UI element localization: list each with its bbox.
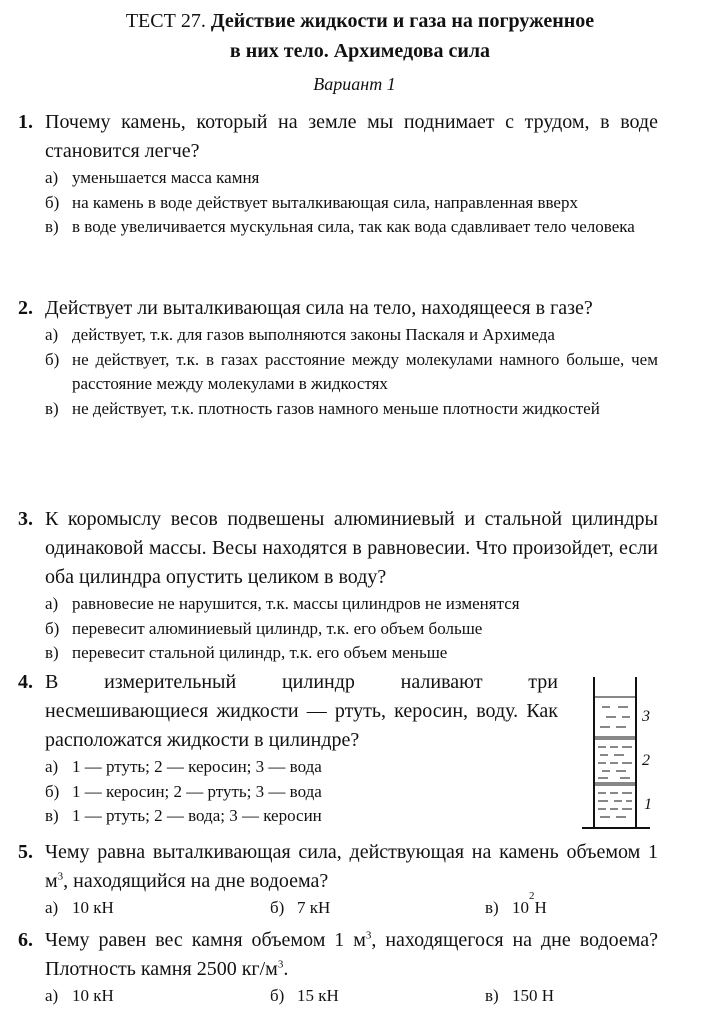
question-number: 3. <box>18 508 33 530</box>
option-b: б) 1 — керосин; 2 — ртуть; 3 — вода <box>45 781 322 801</box>
option-c: в) 1 — ртуть; 2 — вода; 3 — керосин <box>45 806 322 825</box>
question-3 <box>18 505 658 666</box>
options-row <box>45 984 658 1008</box>
title-prefix: ТЕСТ 27. <box>125 10 211 32</box>
page-title <box>40 6 680 66</box>
option-a: а) 10 кН <box>45 898 114 917</box>
layer-label-3: 3 <box>642 708 650 725</box>
question-6 <box>18 926 658 1008</box>
option-b: б) 7 кН <box>270 898 331 917</box>
question-2 <box>18 294 658 421</box>
option-a: а) 10 кН <box>45 986 114 1005</box>
title-line2: в них тело. Архимедова сила <box>229 40 491 62</box>
option-b: б) на камень в воде действует выталкивающая сила, направленная вверх <box>45 192 578 212</box>
question-text: Чему равна выталкивающая сила, действующая на камень объемом 1 $м^3$, находящийся на дне водоема? <box>45 841 658 892</box>
option-b: б) не действует, т.к. в газах расстояние между молекулами намного больше, чем расстояние между молекулами в жидкостях <box>45 349 658 393</box>
option-c: в) 150 Н <box>485 986 555 1005</box>
option-a: а) уменьшается масса камня <box>45 168 260 187</box>
question-4 <box>18 668 558 829</box>
option-c: в) 10 2 Н <box>485 890 547 917</box>
question-number: 6. <box>18 929 33 951</box>
liquid-layer-3 <box>594 697 636 737</box>
options-row <box>45 890 658 920</box>
question-number: 5. <box>18 841 33 863</box>
liquid-layer-2 <box>594 739 636 783</box>
question-text: Действует ли выталкивающая сила на тело, находящееся в газе? <box>45 297 593 319</box>
question-text: К коромыслу весов подвешены алюминиевый и стальной цилиндры одинаковой массы. Весы находятся в равновесии. Что произойдет, если оба цилиндра опустить целиком в воду? <box>45 508 658 588</box>
option-b: б) 15 кН <box>270 986 339 1005</box>
question-text: Почему камень, который на земле мы поднимает с трудом, в воде становится легче? <box>45 111 658 162</box>
option-c: в) в воде увеличивается мускульная сила, так как вода сдавливает тело человека <box>45 217 635 236</box>
cylinder-outline <box>582 677 650 828</box>
layer-label-2: 2 <box>642 752 650 769</box>
option-c: в) перевесит стальной цилиндр, т.к. его объем меньше <box>45 643 448 662</box>
option-a: а) равновесие не нарушится, т.к. массы цилиндров не изменятся <box>45 594 520 613</box>
question-number: 2. <box>18 297 33 319</box>
question-number: 1. <box>18 111 33 133</box>
layer-label-1: 1 <box>644 796 652 813</box>
option-b: б) перевесит алюминиевый цилиндр, т.к. его объем больше <box>45 618 483 638</box>
question-text: В измерительный цилиндр наливают три несмешивающиеся жидкости — ртуть, керосин, воду. Как расположатся жидкости в цилиндре? <box>45 671 558 751</box>
measuring-cylinder-figure <box>580 675 670 835</box>
question-1 <box>18 108 658 240</box>
variant-label: Вариант 1 <box>313 74 396 94</box>
option-a: а) действует, т.к. для газов выполняются законы Паскаля и Архимеда <box>45 325 555 344</box>
question-5 <box>18 838 658 920</box>
liquid-layer-1 <box>594 785 636 817</box>
title-line1: Действие жидкости и газа на погруженное <box>210 10 595 32</box>
question-number: 4. <box>18 671 33 693</box>
option-a: а) 1 — ртуть; 2 — керосин; 3 — вода <box>45 757 322 776</box>
question-text: Чему равен вес камня объемом 1 $м^3$, находящегося на дне водоема? Плотность камня 2500 $кг/м^3$. <box>45 929 658 980</box>
option-c: в) не действует, т.к. плотность газов намного меньше плотности жидкостей <box>45 398 600 418</box>
